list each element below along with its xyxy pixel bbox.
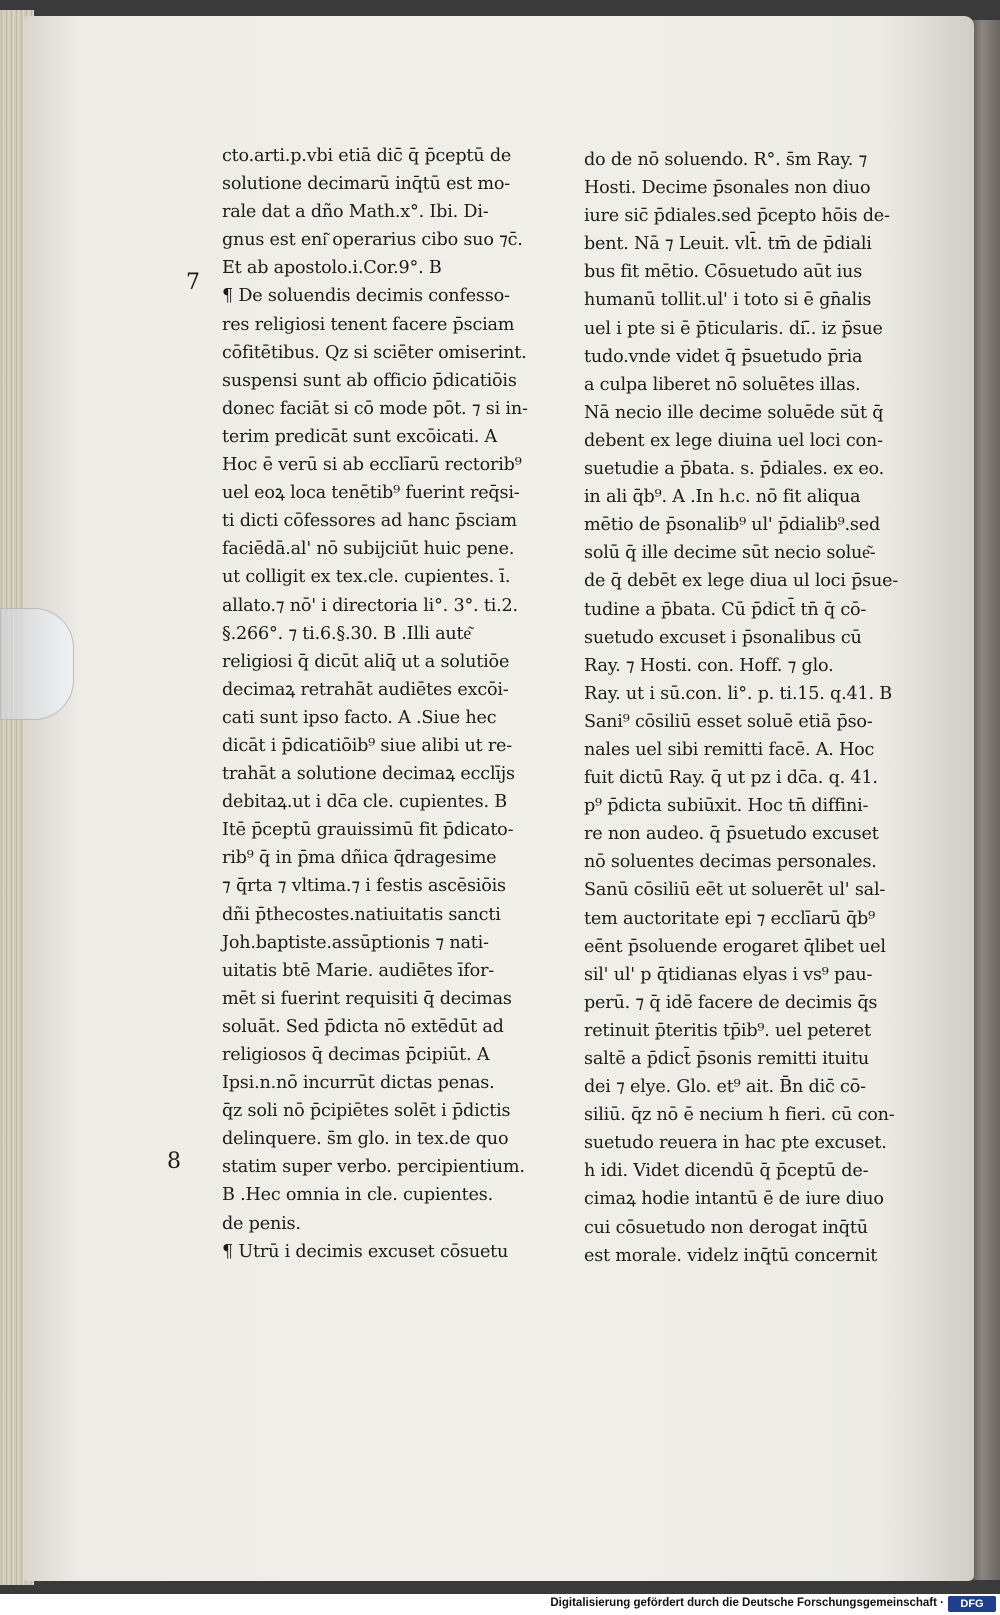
text-line: uel eoꝝ loca tenētib⁹ fuerint req̄si- <box>222 483 520 504</box>
text-line: suspensi sunt ab officio p̄dicatiōis <box>222 370 517 391</box>
text-line: siliū. q̄z nō ē necium h fieri. cū con- <box>584 1105 895 1126</box>
text-line: cimaꝝ hodie intantū ē de iure diuo <box>584 1189 884 1210</box>
text-line: solū q̄ ille decime sūt necio solue͂- <box>584 543 876 564</box>
text-line: iure sic̄ p̄diales.sed p̄cepto hōis de- <box>584 206 890 227</box>
text-line: religiosos q̄ decimas p̄cipiūt. A <box>222 1045 490 1065</box>
text-line: Et ab apostolo.i.Cor.9°. B <box>222 258 442 279</box>
text-line: res religiosi tenent facere p̄sciam <box>222 314 515 335</box>
text-line: Hosti. Decime p̄sonales non diuo <box>584 178 871 199</box>
text-line: Sani⁹ cōsiliū esset soluē etiā p̄so- <box>584 711 873 732</box>
text-line: trahāt a solutione decimaꝝ ecclījs <box>222 764 515 785</box>
text-line: rale dat a dño Math.x°. Ibi. Di- <box>222 202 489 223</box>
text-line: cui cōsuetudo non derogat inq̄tū <box>584 1217 868 1238</box>
text-line: de penis. <box>222 1213 301 1234</box>
text-line: uel i pte si ē p̄ticularis. di.̄. iz p̄sue <box>584 318 883 339</box>
text-line: delinquere. s̄m glo. in tex.de quo <box>222 1129 509 1150</box>
text-line: mēt si fuerint requisiti q̄ decimas <box>222 988 512 1009</box>
text-line: solutione decimarū inq̄tū est mo- <box>222 174 511 195</box>
text-line: debent ex lege diuina uel loci con- <box>584 430 883 451</box>
text-line: h idi. Videt dicendū q̄ p̄ceptū de- <box>584 1161 869 1182</box>
text-line: Itē p̄ceptū grauissimū fit p̄dicato- <box>222 820 514 841</box>
text-line: humanū tollit.ul' i toto si ē gn̄alis <box>584 290 872 311</box>
text-line: dei ⁊ elye. Glo. et⁹ ait. B̄n dic̄ cō- <box>584 1077 866 1098</box>
text-line: a culpa liberet nō soluētes illas. <box>584 374 861 395</box>
text-line: Hoc ē verū si ab ecclīarū rectorib⁹ <box>222 455 522 476</box>
text-line: perū. ⁊ q̄ idē facere de decimis q̄s <box>584 992 878 1013</box>
text-line: dicāt i p̄dicatiōib⁹ siue alibi ut re- <box>222 735 513 756</box>
text-line: tem auctoritate epi ⁊ ecclīarū q̄b⁹ <box>584 908 875 929</box>
text-line: decimaꝝ retrahāt audiētes excōi- <box>222 679 509 700</box>
text-line: tudine a p̄bata. Cū p̄dict̄ tn̄ q̄ cō- <box>584 599 867 620</box>
text-line: bus fit mētio. Cōsuetudo aūt ius <box>584 262 863 283</box>
text-line: ¶ De soluendis decimis confesso- <box>222 286 510 307</box>
text-line: Ray. ut i sū.con. li°. p. ti.15. q.41. B <box>584 683 892 704</box>
text-line: tudo.vnde videt q̄ p̄suetudo p̄ria <box>584 346 863 367</box>
text-line: nales uel sibi remitti facē. A. Hoc <box>584 739 875 760</box>
text-line: B .Hec omnia in cle. cupientes. <box>222 1185 493 1206</box>
text-line: ¶ Utrū i decimis excuset cōsuetu <box>222 1241 509 1262</box>
text-line: sil' ul' p q̄tidianas elyas i vs⁹ pau- <box>584 964 873 985</box>
text-line: rib⁹ q̄ in p̄ma dñica q̄dragesime <box>222 848 497 869</box>
text-line: mētio de p̄sonalib⁹ ul' p̄dialib⁹.sed <box>584 515 881 536</box>
text-line: saltē a p̄dict̄ p̄sonis remitti ituitu <box>584 1049 869 1069</box>
text-line: faciēdā.al' nō subijciūt huic pene. <box>222 539 515 560</box>
text-line: fuit dictū Ray. q̄ ut pz i dc̄a. q. 41. <box>584 768 878 789</box>
text-line: Ipsi.n.nō incurrūt dictas penas. <box>222 1073 495 1094</box>
text-line: Nā necio ille decime soluēde sūt q̄ <box>584 402 884 423</box>
text-line: est morale. videlz inq̄tū concernit <box>584 1245 878 1266</box>
text-line: statim super verbo. percipientium. <box>222 1157 525 1178</box>
text-line: Ray. ⁊ Hosti. con. Hoff. ⁊ glo. <box>584 655 834 676</box>
text-line: cati sunt ipso facto. A .Siue hec <box>222 707 497 728</box>
text-line: cōfitētibus. Qz si sciēter omiserint. <box>222 342 527 363</box>
footer-bar <box>0 1594 1000 1615</box>
text-line: debitaꝝ.ut i dc̄a cle. cupientes. B <box>222 792 508 813</box>
dfg-logo: DFG <box>948 1596 996 1612</box>
text-line: dñi p̄thecostes.natiuitatis sancti <box>222 904 501 925</box>
text-line: suetudo excuset i p̄sonalibus cū <box>584 627 862 648</box>
margin-number-7: 7 <box>186 270 200 295</box>
text-line: in ali q̄b⁹. A .In h.c. nō fit aliqua <box>584 487 861 508</box>
text-line: Sanū cōsiliū eēt ut soluerēt ul' sal- <box>584 880 886 901</box>
text-line: re non audeo. q̄ p̄suetudo excuset <box>584 824 879 845</box>
page-clip <box>0 608 74 720</box>
text-line: suetudie a p̄bata. s. p̄diales. ex eo. <box>584 459 885 480</box>
text-line: religiosi q̄ dicūt aliq̄ ut a solutiōe <box>222 651 510 672</box>
text-line: ti dicti cōfessores ad hanc p̄sciam <box>222 511 517 532</box>
next-page-edge <box>970 20 1000 1580</box>
text-line: bent. Nā ⁊ Leuit. vlt̄. tm̄ de p̄diali <box>584 234 872 255</box>
text-line: uitatis btē Marie. audiētes īfor- <box>222 960 495 981</box>
text-line: soluāt. Sed p̄dicta nō extēdūt ad <box>222 1016 504 1037</box>
text-line: de q̄ debēt ex lege diua ul loci p̄sue- <box>584 571 899 592</box>
text-line: cto.arti.p.vbi etiā dic̄ q̄ p̄ceptū de <box>222 146 512 166</box>
margin-number-8: 8 <box>167 1149 181 1174</box>
footer-credit: Digitalisierung gefördert durch die Deutsche Forschungsgemeinschaft · <box>550 1597 944 1609</box>
left-text-column <box>222 142 528 1266</box>
right-text-column <box>584 146 898 1270</box>
text-line: do de nō soluendo. R°. s̄m Ray. ⁊ <box>584 150 868 170</box>
text-line: allato.⁊ nō' i directoria li°. 3°. ti.2. <box>222 595 518 616</box>
text-line: ⁊ q̄rta ⁊ vltima.⁊ i festis ascēsiōis <box>222 876 506 897</box>
text-line: suetudo reuera in hac pte excuset. <box>584 1133 887 1154</box>
text-line: §.266°. ⁊ ti.6.§.30. B .Illi aute͂ <box>222 623 471 644</box>
text-line: ut colligit ex tex.cle. cupientes. ī. <box>222 567 511 588</box>
text-line: q̄z soli nō p̄cipiētes solēt i p̄dictis <box>222 1101 511 1122</box>
text-line: p⁹ p̄dicta subiūxit. Hoc tn̄ diffini- <box>584 796 869 817</box>
text-line: eēnt p̄soluende erogaret q̄libet uel <box>584 936 886 957</box>
text-line: retinuit p̄teritis tp̄ib⁹. uel peteret <box>584 1020 871 1041</box>
text-line: terim predicāt sunt excōicati. A <box>222 426 498 447</box>
text-line: donec faciāt si cō mode pōt. ⁊ si in- <box>222 398 528 419</box>
text-line: gnus est eni͂ operarius cibo suo ⁊c̄. <box>222 230 523 251</box>
text-line: Joh.baptiste.assūptionis ⁊ nati- <box>222 932 489 953</box>
text-line: nō soluentes decimas personales. <box>584 852 877 873</box>
